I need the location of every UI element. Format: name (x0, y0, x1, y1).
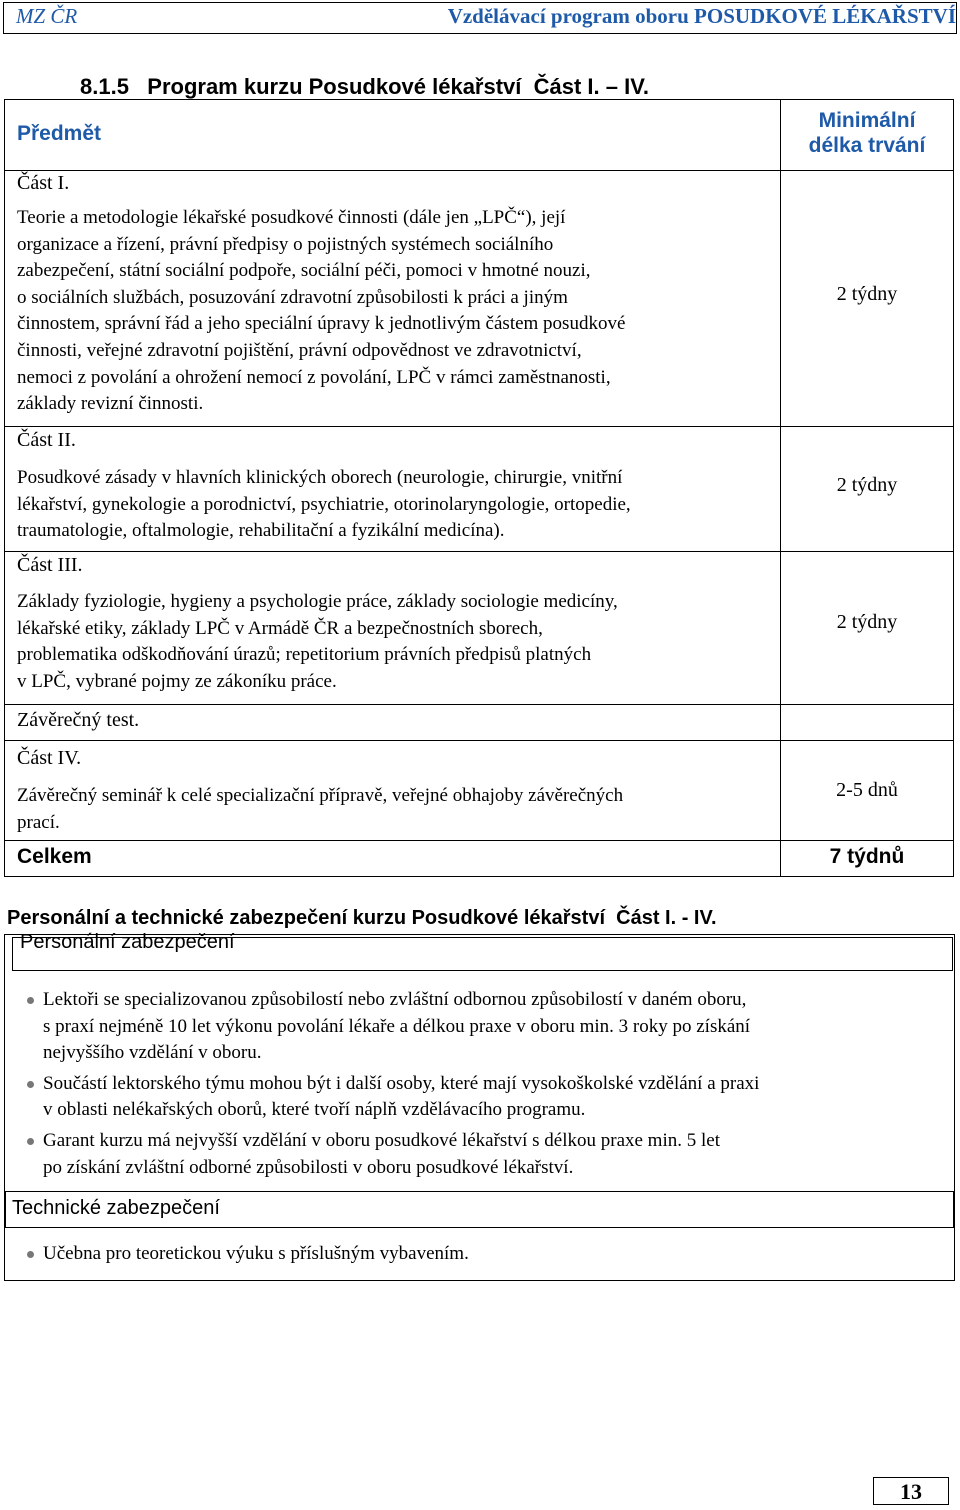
text-line: traumatologie, oftalmologie, rehabilitační a fyzikální medicína). (17, 520, 505, 542)
text-line: Základy fyziologie, hygieny a psychologie práce, základy sociologie medicíny, (17, 591, 618, 612)
bullet-icon (27, 1081, 34, 1088)
text-line: s praxí nejméně 10 let výkonu povolání lékaře a délkou praxe v oboru min. 3 roky po získání (43, 1015, 751, 1037)
text-line: v LPČ, vybrané pojmy ze zákoníku práce. (17, 670, 337, 692)
bullet-icon (27, 1138, 34, 1145)
text-line: Součástí lektorského týmu mohou být i další osoby, které mají vysokoškolské vzdělání a praxi (43, 1072, 760, 1094)
part3-duration: 2 týdny (836, 611, 898, 633)
part4-text (17, 783, 777, 836)
personnel-heading: Personální a technické zabezpečení kurzu Posudkové lékařství Část I. - IV. (7, 907, 717, 929)
text-line: Posudkové zásady v hlavních klinických oborech (neurologie, chirurgie, vnitřní (17, 467, 623, 488)
part1-text (17, 205, 777, 418)
page-number: 13 (873, 1477, 949, 1505)
final-test-duration-cell (780, 704, 954, 741)
part4-title: Část IV. (17, 747, 82, 769)
subject-header-cell (4, 99, 781, 171)
section-title: 8.1.5 Program kurzu Posudkové lékařství Část I. – IV. (80, 74, 649, 99)
part4-duration: 2-5 dnů (836, 779, 898, 801)
final-test: Závěrečný test. (17, 709, 140, 731)
header-right: Vzdělávací program oboru POSUDKOVÉ LÉKAŘSTVÍ (447, 4, 956, 28)
list-item (5, 1241, 945, 1268)
bullet-icon (27, 997, 34, 1004)
text-line: po získání zvláštní odborné způsobilosti v oboru posudkové lékařství. (43, 1156, 574, 1178)
text-line: organizace a řízení, právní předpisy o pojistných systémech sociálního (17, 233, 554, 255)
text-line: Teorie a metodologie lékařské posudkové činnosti (dále jen „LPČ“), její (17, 207, 566, 228)
text-line: činnostem, správní řád a jeho speciální úpravy k jednotlivým částem posudkové (17, 313, 626, 335)
personnel-title: Personální zabezpečení (20, 931, 235, 953)
text-line: nejvyššího vzdělání v oboru. (43, 1042, 262, 1064)
text-line: Závěrečný seminář k celé specializační přípravě, veřejné obhajoby závěrečných (17, 785, 624, 806)
part3-text (17, 589, 777, 695)
part2-duration: 2 týdny (836, 474, 898, 496)
text-line: prací. (17, 811, 60, 833)
technical-title: Technické zabezpečení (12, 1197, 220, 1219)
text-line: v oblasti nelékařských oborů, které tvoří náplň vzdělávacího programu. (43, 1099, 586, 1121)
text-line: Učebna pro teoretickou výuku s příslušným vybavením. (43, 1243, 469, 1264)
subject-column-header: Předmět (17, 122, 102, 145)
text-line: Garant kurzu má nejvyšší vzdělání v oboru posudkové lékařství s délkou praxe min. 5 let (43, 1129, 720, 1151)
part1-duration: 2 týdny (836, 283, 898, 305)
text-line: činnosti, veřejné zdravotní pojištění, právní odpovědnost ve zdravotnictví, (17, 339, 582, 361)
text-line: problematika odškodňování úrazů; repetitorium právních předpisů platných (17, 644, 592, 666)
text-line: lékařství, gynekologie a porodnictví, psychiatrie, otorinolaryngologie, ortopedie, (17, 493, 631, 515)
total-cell (4, 840, 781, 877)
duration-column-header-line1: Minimální (818, 109, 916, 132)
technical-list (5, 1241, 945, 1268)
header-left: MZ ČR (16, 4, 78, 28)
text-line: Lektoři se specializovanou způsobilostí nebo zvláštní odbornou způsobilostí v daném oboru, (43, 989, 747, 1010)
list-item (5, 1128, 945, 1181)
personnel-list (5, 987, 945, 1181)
text-line: nemoci z povolání a ohrožení nemocí z povolání, LPČ v rámci zaměstnanosti, (17, 366, 611, 388)
part2-title: Část II. (17, 429, 76, 451)
part3-title: Část III. (17, 554, 83, 576)
text-line: lékařské etiky, základy LPČ v Armádě ČR a bezpečnostních sborech, (17, 617, 543, 639)
total-value: 7 týdnů (829, 845, 905, 868)
duration-column-header-line2: délka trvání (808, 134, 926, 157)
list-item (5, 1071, 945, 1124)
part1-title: Část I. (17, 172, 70, 194)
list-item (5, 987, 945, 1067)
bullet-icon (27, 1251, 34, 1258)
total-label: Celkem (17, 845, 92, 868)
text-line: o sociálních službách, posuzování zdravotní způsobilosti k práci a jiným (17, 286, 568, 308)
part2-text (17, 465, 777, 545)
text-line: základy revizní činnosti. (17, 393, 204, 415)
text-line: zabezpečení, státní sociální podpoře, sociální péči, pomoci v hmotné nouzi, (17, 260, 591, 282)
